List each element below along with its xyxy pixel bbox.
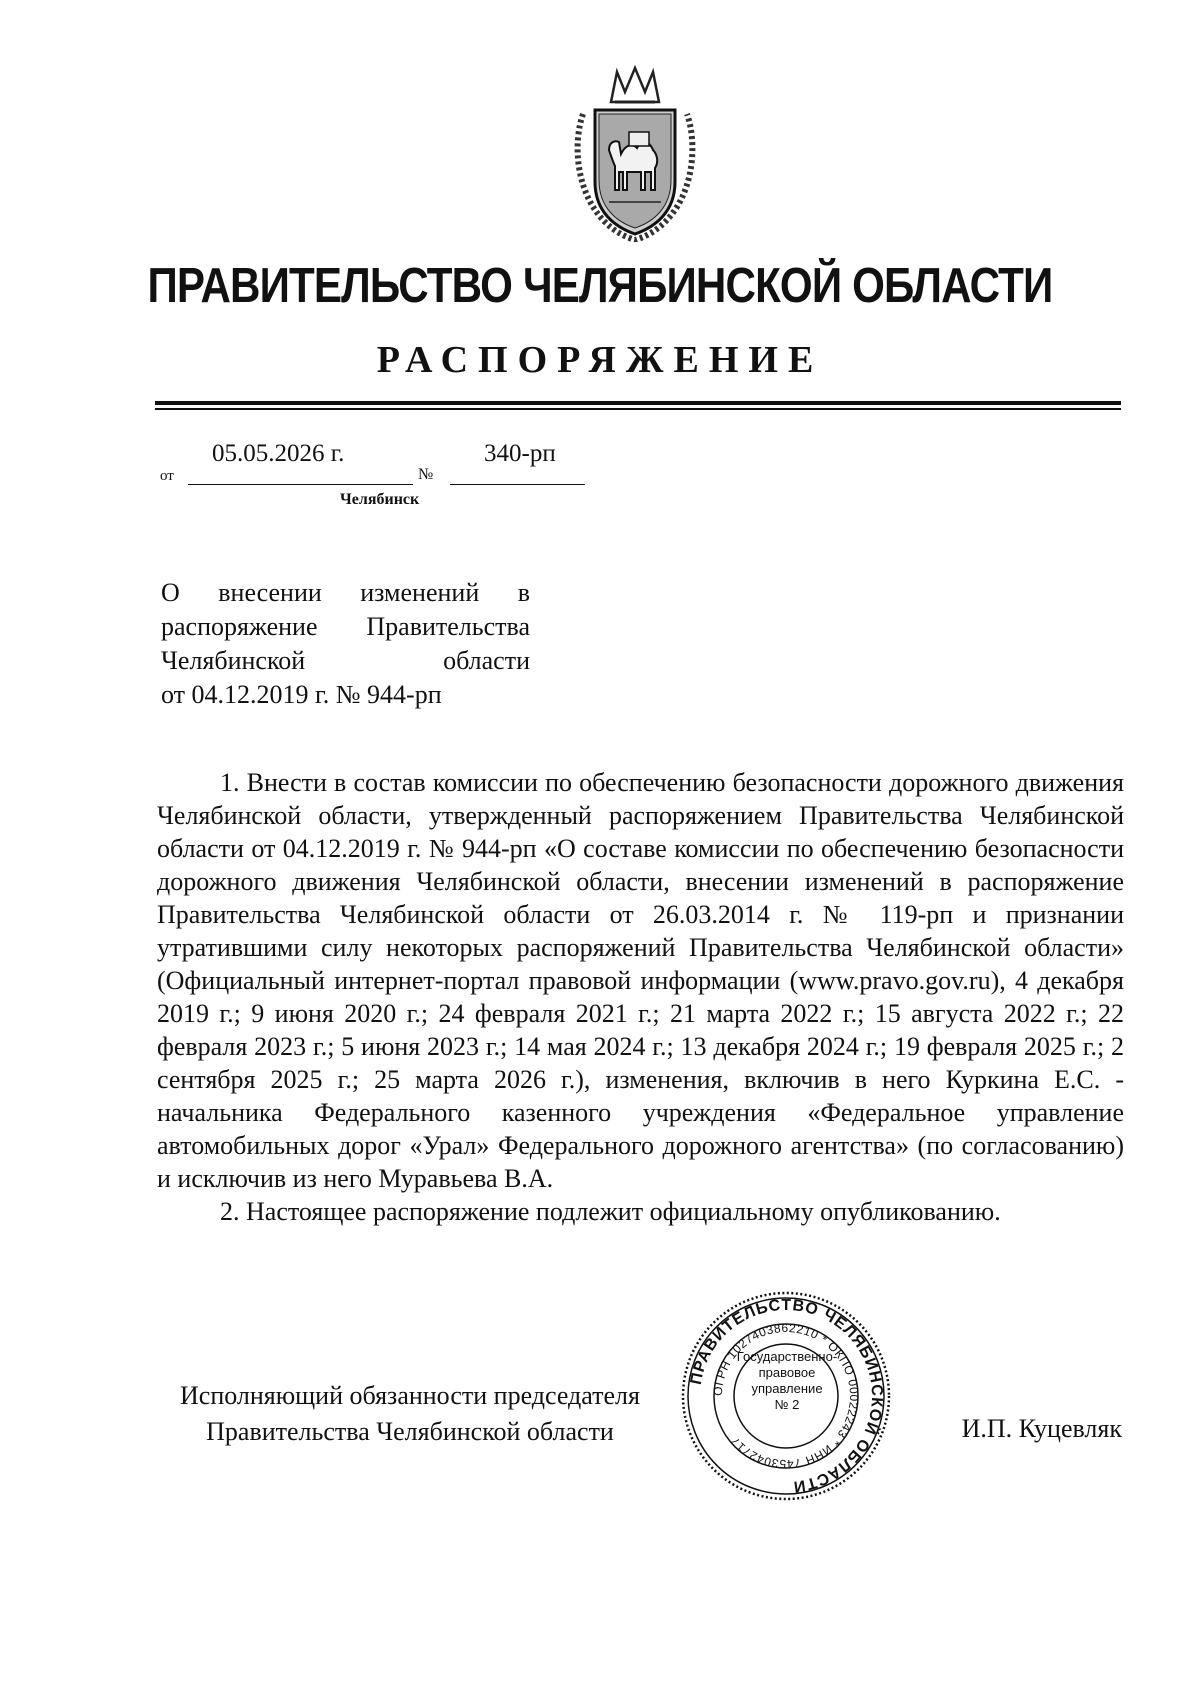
header-rule-thick (155, 401, 1121, 405)
issue-city: Челябинск (340, 491, 420, 508)
date-prefix-label: от (160, 468, 174, 484)
number-underline (450, 484, 585, 485)
seal-center-line: Государственно- (736, 1349, 838, 1364)
body-paragraph: 2. Настоящее распоряжение подлежит официальному опубликованию. (220, 1197, 1001, 1226)
signatory-position-line: Правительства Челябинской области (206, 1417, 614, 1446)
camel-emblem-icon (565, 62, 705, 242)
document-type-heading: РАСПОРЯЖЕНИЕ (376, 339, 824, 381)
signatory-position (150, 1378, 670, 1450)
header-rule-thin (155, 408, 1121, 410)
number-label: № (418, 466, 434, 483)
signatory-position-line: Исполняющий обязанности председателя (180, 1381, 640, 1410)
subject-line: от 04.12.2019 г. № 944-рп (161, 680, 442, 709)
seal-center-text (722, 1349, 852, 1413)
subject-line: распоряжение Правительства (161, 612, 530, 641)
seal-outer-text: ПРАВИТЕЛЬСТВО ЧЕЛЯБИНСКОЙ ОБЛАСТИ (687, 1296, 886, 1495)
organization-title: ПРАВИТЕЛЬСТВО ЧЕЛЯБИНСКОЙ ОБЛАСТИ (147, 259, 1053, 313)
document-subject (161, 576, 530, 712)
subject-line: О внесении изменений в (161, 578, 530, 607)
coat-of-arms-emblem (565, 62, 705, 242)
seal-center-line: № 2 (774, 1397, 800, 1412)
signatory-name: И.П. Куцевляк (961, 1414, 1122, 1443)
document-date: 05.05.2026 г. (212, 440, 345, 467)
document-number: 340-рп (484, 440, 556, 467)
subject-line: Челябинской области (161, 646, 530, 675)
seal-codes-text: ОГРН 1027403862210 * ОКПО 00022243 * ИНН 7453042717 (710, 1320, 862, 1472)
seal-center-line: управление (751, 1381, 823, 1396)
document-body (157, 766, 1124, 1228)
date-underline (188, 484, 413, 485)
body-paragraph: 1. Внести в состав комиссии по обеспечению безопасности дорожного движения Челябинской области, утвержденный распоряжением Правительства Челябинской области от 04.12.2019 г. № 944-рп «О составе комиссии по обеспечению безопасности дорожного движения Челябинской области, внесении изменений в распоряжение Правительства Челябинской области от 26.03.2014 г. № 119-рп и признании утратившими силу некоторых распоряжений Правительства Челябинской области» (Официальный интернет-портал правовой информации (www.pravo.gov.ru), 4 декабря 2019 г.; 9 июня 2020 г.; 24 февраля 2021 г.; 21 марта 2022 г.; 15 августа 2022 г.; 22 февраля 2023 г.; 5 июня 2023 г.; 14 мая 2024 г.; 13 декабря 2024 г.; 19 февраля 2025 г.; 2 сентября 2025 г.; 25 марта 2026 г.), изменения, включив в него Куркина Е.С. - начальника Федерального казенного учреждения «Федеральное управление автомобильных дорог «Урал» Федерального дорожного агентства» (по согласованию) и исключив из него Муравьева В.А. (157, 768, 1124, 1193)
seal-center-line: правовое (758, 1365, 816, 1380)
